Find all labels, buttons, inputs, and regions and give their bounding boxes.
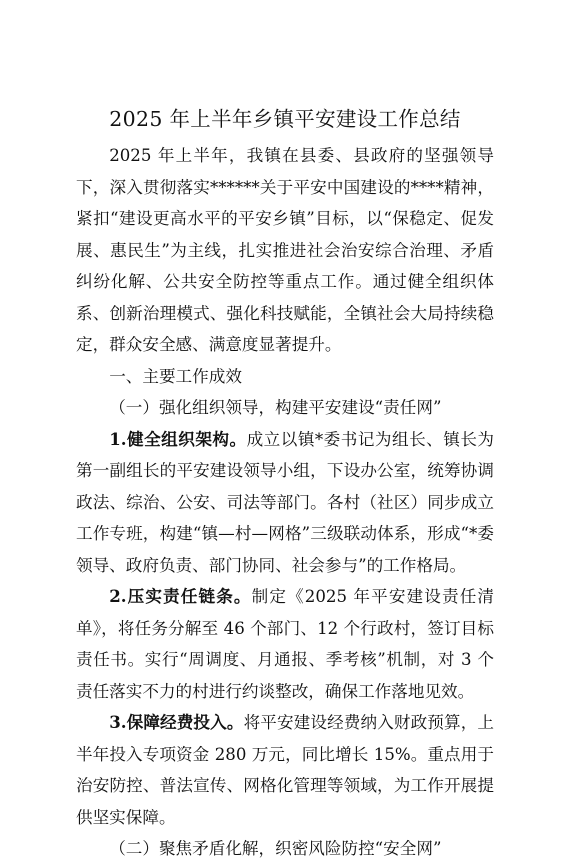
subsection-heading-conflict-resolution: （二）聚焦矛盾化解，织密风险防控“安全网” [109,839,442,858]
item-lead: 2.压实责任链条。 [109,586,252,606]
item-lead: 1.健全组织架构。 [109,428,247,449]
item-paragraph-responsibility-chain [76,581,494,707]
item-paragraph-organization-structure [76,424,494,582]
item-paragraph-funding [76,707,494,833]
document-title: 2025 年上半年乡镇平安建设工作总结 [109,107,461,131]
item-lead: 3.保障经费投入。 [109,712,244,732]
item-body: 将平安建设经费纳入财政预算，上半年投入专项资金 280 万元，同比增长 15%。重点用于治安防控、普法宣传、网格化管理等领域，为工作开展提供坚实保障。 [76,713,495,827]
subsection-heading-organization: （一）强化组织领导，构建平安建设“责任网” [109,398,442,417]
item-body: 成立以镇*委书记为组长、镇长为第一副组长的平安建设领导小组，下设办公室，统筹协调政法、综治、公安、司法等部门。各村（社区）同步成立工作专班，构建“镇—村—网格”三级联动体系，形成“*委领导、政府负责、部门协同、社会参与”的工作格局。 [76,429,495,575]
intro-paragraph: 2025 年上半年，我镇在县委、县政府的坚强领导下，深入贯彻落实******关于平安中国建设的****精神，紧扣“建设更高水平的平安乡镇”目标，以“保稳定、促发展、惠民生”为主线，扎实推进社会治安综合治理、矛盾纠纷化解、公共安全防控等重点工作。通过健全组织体系、创新治理模式、强化科技赋能，全镇社会大局持续稳定，群众安全感、满意度显著提升。 [76,146,494,354]
section-heading-main-achievements: 一、主要工作成效 [109,366,242,386]
item-body: 制定《2025 年平安建设责任清单》，将任务分解至 46 个部门、12 个行政村，签订目标责任书。实行“周调度、月通报、季考核”机制，对 3 个责任落实不力的村进行约谈整改，确保工作落地见效。 [76,587,494,701]
